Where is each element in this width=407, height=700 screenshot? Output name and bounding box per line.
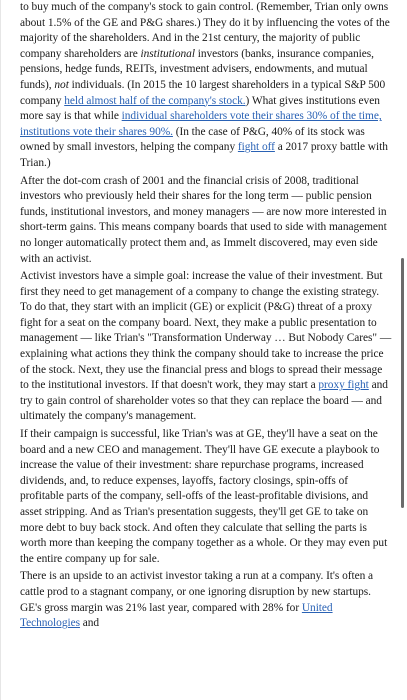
text-run: investors (banks, insurance companies, pensions, hedge funds, REITs, investment advisers, endowments, and mutual funds), [20,47,374,91]
paragraph [20,269,392,425]
emphasis-text: institutional [140,47,195,60]
text-run: ) What gives institutions even more say is that while [20,94,380,123]
text-run: and try to gain control of shareholder votes so that they can replace the board — and ultimately the company's management. [20,379,388,423]
text-run: and [79,617,100,630]
text-run: individuals. (In 2015 the 10 largest shareholders in a typical S&P 500 company [20,78,386,107]
text-run: After the dot-com crash of 2001 and the financial crisis of 2008, traditional investors who previously held their shares for the long term — public pension funds, institutional investors, and money managers — are now more interested in short-term gains. This means company boards that used to side with management no longer automatically protect them and, as Immelt discovered, may even side with an activist. [20,174,387,265]
paragraph [20,569,392,631]
inline-link[interactable]: United Technologies [20,601,333,630]
text-run: to buy much of the company's stock to gain control. (Remember, Trian only owns about 1.5% of the GE and P&G shares.) They do it by influencing the votes of the majority of the shareholders. And in the 21st century, the majority of public company shareholders are [20,1,390,60]
inline-link[interactable]: held almost half of the company's stock. [64,94,246,107]
emphasis-text: not [54,78,69,91]
vertical-scrollbar[interactable] [401,258,404,508]
text-run: If their campaign is successful, like Trian's was at GE, they'll have a seat on the board and a new CEO and management. They'll have GE execute a playbook to increase the value of their investment: share repurchase programs, increased dividends, and, to reduce expenses, layoffs, factory closings, spin-offs of profitable parts of the company, sell-offs of the least-profitable divisions, and asset stripping. And as Trian's presentation suggests, they'll get GE to take on more debt to buy back stock. And often they calculate that selling the parts is worth more than keeping the company together as a whole. Or they may even put the entire company up for sale. [20,428,388,565]
text-run: (In the case of P&G, 40% of its stock was owned by small investors, helping the company [20,125,365,154]
paragraph [20,427,392,567]
inline-link[interactable]: fight off [237,141,275,154]
inline-link[interactable]: proxy fight [318,379,369,392]
paragraph [20,0,392,172]
text-run: There is an upside to an activist investor taking a run at a company. It's often a cattle prod to a stagnant company, or one ignoring disruption by new startups. GE's gross margin was 21% last year, compared with 28% for [20,570,374,614]
text-run: Activist investors have a simple goal: increase the value of their investment. But first they need to get management of a company to change the existing strategy. To do that, they start with an implicit (GE) or explicit (P&G) threat of a proxy fight for a seat on the company board. Next, they make a public presentation to management — like Trian's "Transformation Underway … But Nobody Cares" — explaining what actions they think the company should take to increase the price of the stock. Next, they use the financial press and blogs to spread their message to the institutional investors. If that doesn't work, they may start a [20,270,392,392]
article-body [20,0,392,634]
inline-link[interactable]: individual shareholders vote their shares 30% of the time, institutions vote their shares 90%. [20,110,382,138]
paragraph [20,174,392,268]
text-run: a 2017 proxy battle with Trian.) [20,141,388,169]
